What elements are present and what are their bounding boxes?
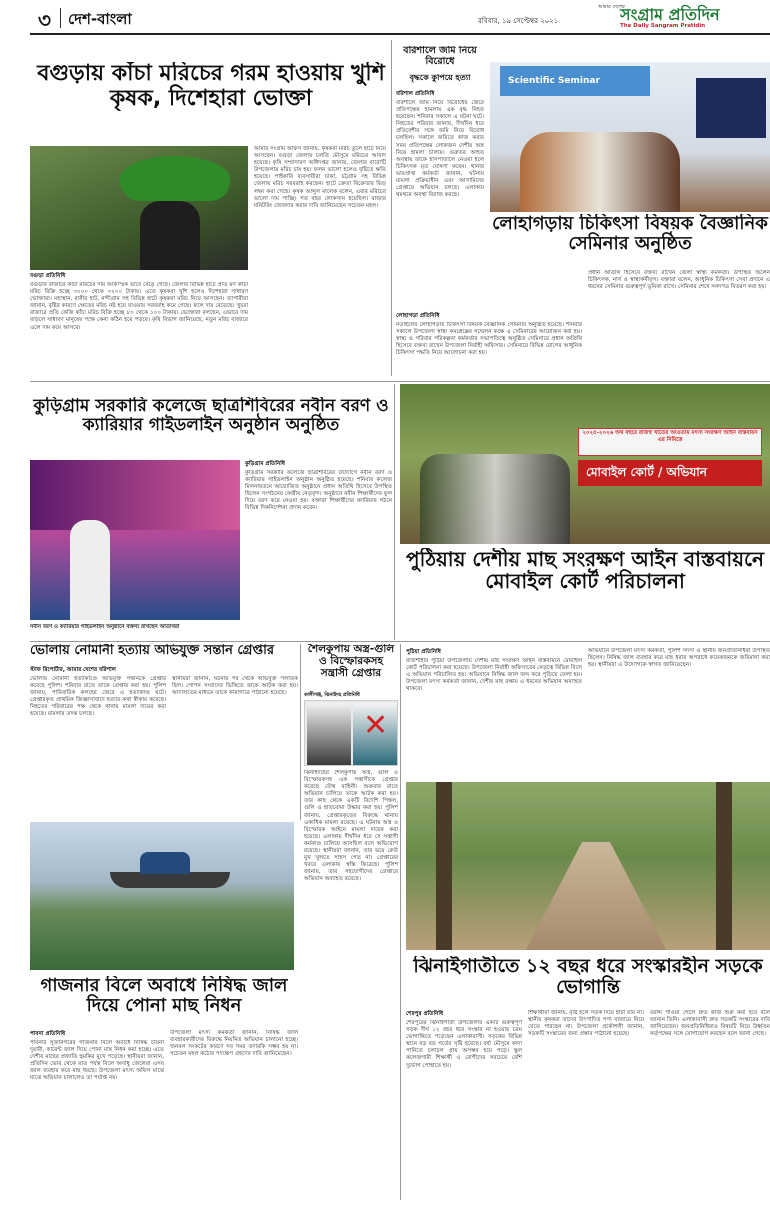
cross-mark-icon: ✕ xyxy=(363,708,389,743)
barishal-body: বরিশালে জমি নিয়ে বিরোধের জেরে প্রতিপক্ষের হামলায় এক বৃদ্ধ নিহত হয়েছেন। শনিবার সকালে এ ঘটনা ঘটে। নিহতের পরিবার জানায়, দীর্ঘদিন ধরে প্রতিবেশীর সঙ্গে জমি নিয়ে বিরোধ চলছিল। সকালে জমিতে কাজ করার সময় প্রতিপক্ষের লোকজন দেশীয় অস্ত্র নিয়ে হামলা চালায়। গুরুতর আহত অবস্থায় তাকে হাসপাতালে নেওয়া হলে চিকিৎসক মৃত ঘোষণা করেন। থানার ভারপ্রাপ্ত কর্মকর্তা জানান, ঘটনায় মামলা প্রক্রিয়াধীন এবং আসামিদের গ্রেপ্তারে অভিযান চলছে। এলাকায় থমথমে অবস্থা বিরাজ করছে। xyxy=(396,100,484,199)
jhenaigati-byline: শেরপুর প্রতিনিধি xyxy=(406,1011,444,1017)
lohagara-headline: লোহাগড়ায় চিকিৎসা বিষয়ক বৈজ্ঞানিক সেমিনার অনুষ্ঠিত xyxy=(492,214,768,255)
shailkupa-divider-right xyxy=(400,644,401,1200)
logo-title: সংগ্রাম প্রতিদিন xyxy=(620,5,720,24)
page-number: ৩ xyxy=(38,8,52,32)
fishermen-figures xyxy=(140,852,190,874)
lohagara-byline: লোহাগড়া প্রতিনিধি xyxy=(396,313,440,319)
bhola-body-col2: স্থানীয়রা জানান, ঘটনার পর থেকে অভিযুক্ত পলাতক ছিল। গোপন সংবাদের ভিত্তিতে তাকে আটক করা হয়। আদালতের মাধ্যমে তাকে কারাগারে পাঠানো হয়েছে। xyxy=(172,676,298,697)
bogura-divider xyxy=(391,40,392,376)
header-rule xyxy=(30,33,770,35)
header-divider xyxy=(60,8,61,28)
bogura-headline: বগুড়ায় কাঁচা মরিচের গরম হাওয়ায় খুশি কৃষক, দিশেহারা ভোক্তা xyxy=(37,62,385,111)
bogura-byline: বগুড়া প্রতিনিধি xyxy=(30,273,66,279)
lohagara-body-col2: প্রধান অতিথি হিসেবে বক্তব্য রাখেন জেলা স্বাস্থ্য কর্মকর্তা। উপস্থিত ছিলেন চিকিৎসক, নার্স ও স্বাস্থ্যকর্মীবৃন্দ। বক্তারা বলেন, আধুনিক চিকিৎসা সেবা প্রদানে এ ধরনের সেমিনার গুরুত্বপূর্ণ ভূমিকা রাখে। সেমিনার শেষে সনদপত্র বিতরণ করা হয়। xyxy=(588,270,770,291)
barishal-headline-2: বৃদ্ধকে কুপিয়ে হত্যা xyxy=(409,74,471,82)
bhola-byline: স্টাফ রিপোর্টার, আমার দেশের বরিশাল xyxy=(30,667,116,673)
page-header xyxy=(0,0,770,34)
puthia-body: রাজশাহীর পুঠিয়া উপজেলায় দেশীয় মাছ সংরক্ষণ আইন বাস্তবায়নে মোবাইল কোর্ট পরিচালনা করা হয়েছে। উপজেলা নির্বাহী অফিসারের নেতৃত্বে বিভিন্ন বিলে এ অভিযান পরিচালিত হয়। অভিযানে নিষিদ্ধ জাল জব্দ করে পুড়িয়ে ফেলা হয়। উপজেলা মৎস্য কর্মকর্তা জানান, দেশীয় মাছ রক্ষায় এ ধরনের অভিযান অব্যাহত থাকবে। xyxy=(406,658,582,693)
kurigram-headline: কুড়িগ্রাম সরকারি কলেজে ছাত্রশিবিরের নবীন বরণ ও ক্যারিয়ার গাইডলাইন অনুষ্ঠান অনুষ্ঠিত xyxy=(33,397,389,436)
seminar-banner-text: Scientific Seminar xyxy=(508,76,600,86)
bogura-body-col2: আমার সংগ্রাম অফিস জানায়, কৃষকরা মরিচ তুলে হাটে নিয়ে আসছেন। বগুড়া জেলায় চলতি মৌসুমে মরিচের আবাদ হয়েছে। কৃষি সম্প্রসারণ অধিদপ্তর জানায়, জেলার বারোটি উপজেলায় মরিচ চাষ হয়। ফলন ভালো হলেও বৃষ্টিতে ক্ষতি হয়েছে। পাইকারি ব্যবসায়ীরা ঢাকা, চট্টগ্রাম সহ বিভিন্ন জেলায় মরিচ সরবরাহ করছেন। হাটে ক্রেতা বিক্রেতার ভিড় লক্ষ্য করা গেছে। কৃষক আব্দুল মালেক বলেন, এবার মরিচের ভালো দাম পাচ্ছি। গত বছর লোকসান হয়েছিল। বাজার মনিটরিং জোরদার করার দাবি জানিয়েছেন সচেতন মহল। xyxy=(254,146,386,209)
puthia-byline: পুঠিয়া প্রতিনিধি xyxy=(406,649,441,655)
tree-trunks-2 xyxy=(716,782,732,950)
newspaper-logo xyxy=(590,2,760,32)
boat-graphic xyxy=(110,872,230,888)
jhenaigati-photo xyxy=(406,782,770,950)
jhenaigati-headline: ঝিনাইগাতীতে ১২ বছর ধরে সংস্কারহীন সড়কে ভোগান্তি xyxy=(413,956,763,999)
issue-date: রবিবার, ১৯ সেপ্টেম্বর ২০২১ xyxy=(478,17,559,25)
kurigram-divider xyxy=(394,384,395,640)
dirt-road-graphic xyxy=(526,842,666,950)
banner-text: মোবাইল কোর্ট / অভিযান xyxy=(586,465,707,479)
jhenaigati-body-col3: বরাদ্দ পাওয়া গেলে দ্রুত কাজ শুরু করা হবে বলে জানান তিনি। এলাকাবাসী দ্রুত সড়কটি সংস্কারের দাবি জানিয়েছেন। জনপ্রতিনিধিরাও বিষয়টি নিয়ে উর্ধ্বতন কর্তৃপক্ষের সঙ্গে যোগাযোগ করছেন বলে জানা গেছে। xyxy=(650,1010,770,1038)
barishal-headline: বরিশালে জমি নিয়ে বিরোধে xyxy=(403,46,477,67)
kurigram-body: কুড়িগ্রাম সরকারি কলেজে ছাত্রশিবিরের উদ্যোগে নবীন বরণ ও ক্যারিয়ার গাইডলাইন অনুষ্ঠান অনুষ্ঠিত হয়েছে। শনিবার কলেজ মিলনায়তনে আয়োজিত অনুষ্ঠানে প্রধান অতিথি হিসেবে উপস্থিত ছিলেন সংগঠনের কেন্দ্রীয় নেতৃবৃন্দ। অনুষ্ঠানে নবীন শিক্ষার্থীদের ফুল দিয়ে বরণ করে নেওয়া হয়। বক্তারা শিক্ষার্থীদের ক্যারিয়ার গঠনে বিভিন্ন দিকনির্দেশনা প্রদান করেন। xyxy=(245,470,392,512)
shailkupa-headline: শৈলকুপায় অস্ত্র-গুলি ও বিস্ফোরকসহ সন্ত্রাসী গ্রেপ্তার xyxy=(307,644,395,679)
kurigram-photo xyxy=(30,460,240,620)
section-rule-2 xyxy=(30,641,770,642)
section-rule-1 xyxy=(30,381,770,382)
bogura-body: বগুড়ার বাজারে কাঁচা মরিচের দাম আকস্মিক ভাবে বেড়ে গেছে। জেলার বিভিন্ন হাটে প্রতি মণ কাঁচা মরিচ বিক্রি হচ্ছে ৩০০০ থেকে ৩২০০ টাকায়। এতে কৃষকরা খুশি হলেও দিশেহারা সাধারণ ভোক্তারা। মহাস্থান, রানীর হাট, নন্দীগ্রাম সহ বিভিন্ন হাটে কৃষকরা মরিচ নিয়ে আসছেন। ব্যাপারীরা জানান, বৃষ্টির কারণে ক্ষেতের মরিচ নষ্ট হয়ে যাওয়ায় সরবরাহ কমে গেছে। ফলে দাম বেড়েছে। খুচরা বাজারে প্রতি কেজি কাঁচা মরিচ বিক্রি হচ্ছে ৮০ থেকে ১০০ টাকায়। ভোক্তারা বলছেন, এভাবে দাম বাড়লে সাধারণ মানুষের পক্ষে কেনা কঠিন হয়ে পড়বে। কৃষি বিভাগ জানিয়েছে, নতুন মরিচ বাজারে এলে দাম কমে আসবে। xyxy=(30,282,248,331)
seminar-people xyxy=(520,132,680,212)
puthia-photo xyxy=(400,384,770,544)
ddr-screen xyxy=(696,78,766,138)
gajna-body: পাবনার সুজানগরের গাজনার বিলে অবাধে নিষিদ্ধ চায়না দুয়ারী, কারেন্ট জাল দিয়ে পোনা মাছ নিধন করা হচ্ছে। এতে দেশীয় মাছের প্রজাতি হুমকির মুখে পড়েছে। স্থানীয়রা জানান, প্রতিদিন ভোর থেকে রাত পর্যন্ত বিলে অসাধু জেলেরা এসব জাল ব্যবহার করে মাছ ধরছে। উপজেলা মৎস্য অফিস মাঝে মাঝে অভিযান চালালেও তা পর্যাপ্ত নয়। xyxy=(30,1040,164,1082)
jhenaigati-body: শেরপুরের ঝিনাইগাতী উপজেলার একটি গুরুত্বপূর্ণ সড়ক দীর্ঘ ১২ বছর ধরে সংস্কার না হওয়ায় চরম ভোগান্তিতে পড়েছেন এলাকাবাসী। সড়কের বিভিন্ন স্থানে বড় বড় গর্তের সৃষ্টি হয়েছে। বর্ষা মৌসুমে কাদা পানিতে চলাচল প্রায় অসম্ভব হয়ে পড়ে। স্কুল কলেজগামী শিক্ষার্থী ও রোগীদের সবচেয়ে বেশি দুর্ভোগ পোহাতে হয়। xyxy=(406,1020,522,1069)
shailkupa-body: ঝিনাইদহের শৈলকুপায় অস্ত্র, গুলি ও বিস্ফোরকসহ এক সন্ত্রাসীকে গ্রেপ্তার করেছে যৌথ বাহিনী। শুক্রবার রাতে অভিযান চালিয়ে তাকে আটক করা হয়। তার কাছ থেকে একটি বিদেশি পিস্তল, গুলি ও হাতবোমা উদ্ধার করা হয়। পুলিশ জানায়, গ্রেপ্তারকৃতের বিরুদ্ধে থানায় একাধিক মামলা রয়েছে। এ ঘটনায় অস্ত্র ও বিস্ফোরক আইনে মামলা দায়ের করা হয়েছে। এলাকায় দীর্ঘদিন ধরে সে সন্ত্রাসী কর্মকাণ্ড চালিয়ে আসছিল বলে অভিযোগ রয়েছে। স্থানীয়রা জানান, তার ভয়ে কেউ মুখ খুলতে সাহস পেত না। গ্রেপ্তারের খবরে এলাকায় স্বস্তি ফিরেছে। পুলিশ জানায়, তার সহযোগীদের গ্রেপ্তারে অভিযান অব্যাহত রয়েছে। xyxy=(304,770,398,883)
logo-small-text: আমার দেশের xyxy=(598,4,625,10)
logo-subtitle: The Daily Sangram Pratidin xyxy=(620,23,706,29)
barishal-byline: বরিশাল প্রতিনিধি xyxy=(396,91,435,97)
banner-top-text: ২০২৫-২০২৬ অর্থ বছরে রাজস্ব খাতের আওতায় মৎস্য সংরক্ষণ আইন বাস্তবায়ন এর নিমিত্তে xyxy=(582,430,758,443)
lohagara-body: নড়াইলের লোহাগড়ায় চিকিৎসা বিষয়ক বৈজ্ঞানিক সেমিনার অনুষ্ঠিত হয়েছে। শনিবার সকালে উপজেলা স্বাস্থ্য কমপ্লেক্সের সম্মেলন কক্ষে এ সেমিনারের আয়োজন করা হয়। স্বাস্থ্য ও পরিবার পরিকল্পনা কর্মকর্তার সভাপতিত্বে অনুষ্ঠিত সেমিনারে প্রধান অতিথি হিসেবে বক্তব্য রাখেন উপজেলা নির্বাহী অফিসার। সেমিনারে বিভিন্ন রোগের আধুনিক চিকিৎসা পদ্ধতি নিয়ে আলোচনা করা হয়। xyxy=(396,322,582,357)
chili-basket-graphic xyxy=(120,156,230,201)
bogura-photo xyxy=(30,146,248,270)
lohagara-photo xyxy=(490,62,770,212)
stage-banner xyxy=(30,460,240,530)
shailkupa-divider xyxy=(300,644,301,820)
gajna-body-col2: উপজেলা মৎস্য কর্মকর্তা জানান, নিষিদ্ধ জাল ব্যবহারকারীদের বিরুদ্ধে নিয়মিত অভিযান চালানো হচ্ছে। জনবল সংকটের কারণে সব সময় তদারকি সম্ভব হয় না। সচেতন মহল কঠোর পদক্ষেপ গ্রহণের দাবি জানিয়েছেন। xyxy=(170,1030,298,1058)
speaker-figure xyxy=(70,520,110,620)
farmer-figure xyxy=(140,201,200,270)
puthia-headline: পুঠিয়ায় দেশীয় মাছ সংরক্ষণ আইন বাস্তবায়নে মোবাইল কোর্ট পরিচালনা xyxy=(406,548,764,593)
gajna-photo xyxy=(30,822,294,970)
shailkupa-photos xyxy=(304,700,398,766)
gajna-byline: পাবনা প্রতিনিধি xyxy=(30,1031,66,1037)
suspect-photo-1 xyxy=(307,703,351,765)
tree-trunks xyxy=(436,782,452,950)
bhola-body: ভোলায় নোমানী হত্যাকাণ্ডে অভিযুক্ত সন্তানকে গ্রেপ্তার করেছে পুলিশ। শনিবার রাতে তাকে গ্রেপ্তার করা হয়। পুলিশ জানায়, পারিবারিক কলহের জেরে এ হত্যাকাণ্ড ঘটে। গ্রেপ্তারকৃত প্রাথমিক জিজ্ঞাসাবাদে হত্যার কথা স্বীকার করেছে। নিহতের পরিবারের পক্ষ থেকে থানায় মামলা দায়ের করা হয়েছে। মামলার তদন্ত চলছে। xyxy=(30,676,166,718)
officials-group xyxy=(420,454,570,544)
puthia-body-col2: অভিযানে উপজেলা মৎস্য কর্মকর্তা, পুলিশ সদস্য ও স্থানীয় জনপ্রতিনিধিরা উপস্থিত ছিলেন। নিষিদ্ধ জাল ব্যবহার করে মাছ ধরার অপরাধে কয়েকজনকে জরিমানা করা হয়। স্থানীয়রা এ উদ্যোগকে স্বাগত জানিয়েছেন। xyxy=(588,648,770,669)
kurigram-caption: নবীন বরণ ও ক্যারিয়ার গাইডলাইন অনুষ্ঠানে বক্তব্য রাখছেন অতিথিরা xyxy=(30,624,180,630)
kurigram-byline: কুড়িগ্রাম প্রতিনিধি xyxy=(245,461,286,467)
gajna-headline: গাজনার বিলে অবাধে নিষিদ্ধ জাল দিয়ে পোনা মাছ নিধন xyxy=(40,976,288,1017)
section-title: দেশ-বাংলা xyxy=(68,10,132,28)
jhenaigati-body-col2: শিক্ষার্থীরা জানায়, বৃষ্টি হলে সড়ক দিয়ে হাঁটা যায় না। স্থানীয় কৃষকরা তাদের উৎপাদিত পণ্য বাজারে নিয়ে যেতে পারছেন না। উপজেলা প্রকৌশলী জানান, সড়কটি সংস্কারের জন্য প্রস্তাব পাঠানো হয়েছে। xyxy=(528,1010,644,1038)
bhola-headline: ভোলায় নোমানী হত্যায় অভিযুক্ত সন্তান গ্রেপ্তার xyxy=(30,644,275,658)
shailkupa-byline: কালীগঞ্জ, ঝিনাইদহ প্রতিনিধি xyxy=(304,693,360,698)
